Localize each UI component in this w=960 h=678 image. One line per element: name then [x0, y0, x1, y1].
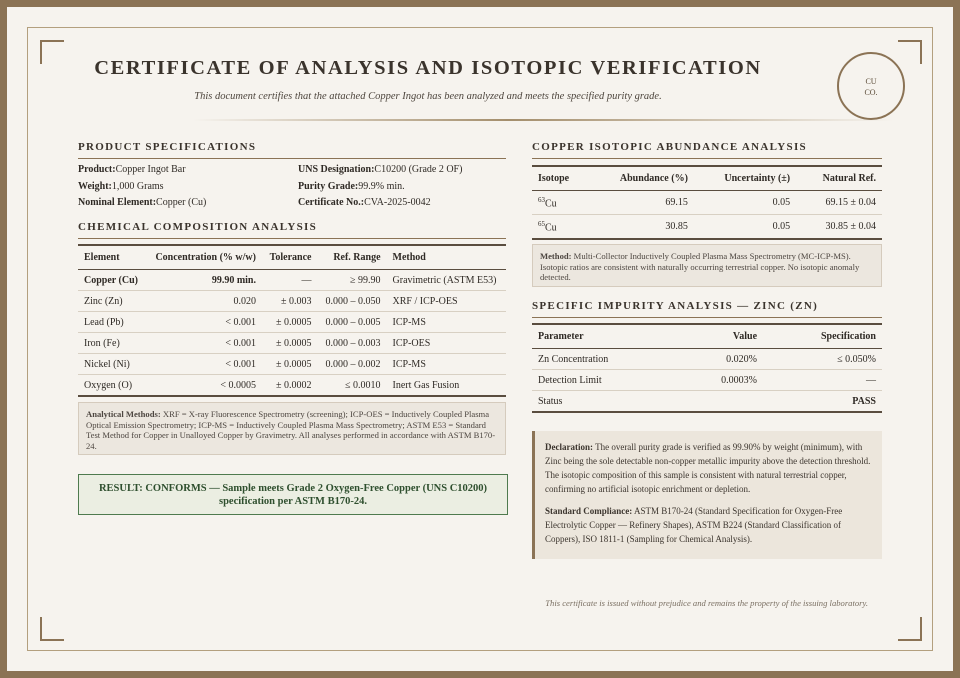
table-row	[78, 291, 506, 312]
column-header: Concentration (% w/w)	[146, 245, 262, 270]
note-label: Analytical Methods:	[86, 409, 161, 419]
spec-value: 1,000 Grams	[111, 180, 164, 192]
product-specs-heading: PRODUCT SPECIFICATIONS	[78, 141, 506, 159]
status-pass: PASS	[763, 391, 882, 413]
column-header: Specification	[763, 324, 882, 349]
spec-uns	[298, 164, 462, 175]
cell: ≤ 0.050%	[763, 349, 882, 370]
title-divider	[193, 119, 893, 121]
cell: XRF / ICP-OES	[387, 291, 506, 312]
isotopic-method-note	[532, 244, 882, 287]
column-header: Isotope	[532, 166, 589, 191]
cell: —	[262, 270, 318, 291]
corner-ornament-bottom-left	[40, 617, 64, 641]
isotopic-table	[532, 165, 882, 240]
cell: 0.000 – 0.002	[317, 354, 386, 375]
spec-label: UNS Designation:	[298, 164, 375, 175]
spec-cert-no	[298, 197, 431, 208]
isotope-mass: 65	[538, 219, 545, 228]
cell: —	[763, 370, 882, 391]
cell: ≤ 0.0010	[317, 375, 386, 397]
compliance-paragraph	[545, 504, 872, 546]
table-row	[532, 215, 882, 240]
footer-note: This certificate is issued without prejudice and remains the property of the issuing laboratory.	[545, 598, 868, 608]
table-row	[532, 191, 882, 215]
isotope-mass: 63	[538, 195, 545, 204]
cell: 0.000 – 0.005	[317, 312, 386, 333]
table-header-row	[532, 166, 882, 191]
cell: 0.000 – 0.003	[317, 333, 386, 354]
cell: Zinc (Zn)	[78, 291, 146, 312]
spec-product	[78, 164, 186, 175]
table-row	[78, 354, 506, 375]
column-header: Parameter	[532, 324, 678, 349]
company-seal	[837, 52, 905, 120]
cell: ICP-MS	[387, 354, 506, 375]
column-header: Ref. Range	[317, 245, 386, 270]
seal-line-1: CU	[865, 77, 877, 86]
column-header: Value	[678, 324, 763, 349]
spec-value: 99.9% min.	[358, 180, 405, 192]
cell: ICP-MS	[387, 312, 506, 333]
cell: 0.000 – 0.050	[317, 291, 386, 312]
cell: 69.15	[589, 191, 694, 215]
chemical-table	[78, 244, 506, 397]
result-line-1: RESULT: CONFORMS — Sample meets Grade 2 Oxygen-Free Copper (UNS C10200)	[98, 483, 488, 494]
column-header: Method	[387, 245, 506, 270]
compliance-text: ASTM B170-24 (Standard Specification for Oxygen-Free Electrolytic Copper — Refinery Shapes), ASTM B224 (Standard Classification of Coppers), ISO 1811-1 (Sampling for Chemical Analysis).	[545, 506, 843, 544]
spec-row	[78, 164, 508, 181]
declaration-paragraph	[545, 440, 872, 496]
table-header-row	[532, 324, 882, 349]
table-row	[78, 270, 506, 291]
spec-value: C10200 (Grade 2 OF)	[374, 164, 463, 175]
result-line-2: specification per ASTM B170-24.	[219, 496, 367, 507]
cell: ICP-OES	[387, 333, 506, 354]
cell: 0.0003%	[678, 370, 763, 391]
cell: Oxygen (O)	[78, 375, 146, 397]
spec-weight	[78, 181, 164, 192]
cell: 0.020%	[678, 349, 763, 370]
table-row	[532, 391, 882, 413]
cell: < 0.001	[146, 333, 262, 354]
cell: 69.15 ± 0.04	[796, 191, 882, 215]
analytical-methods-note	[78, 402, 506, 455]
spec-row	[78, 181, 508, 198]
cell: 0.020	[146, 291, 262, 312]
table-row	[532, 370, 882, 391]
compliance-label: Standard Compliance:	[545, 506, 633, 516]
cell: ± 0.0002	[262, 375, 318, 397]
table-row	[78, 312, 506, 333]
table-row	[532, 349, 882, 370]
cell: 30.85 ± 0.04	[796, 215, 882, 240]
spec-label: Product:	[78, 164, 116, 175]
cell: ± 0.0005	[262, 333, 318, 354]
table-header-row	[78, 245, 506, 270]
cell	[532, 191, 589, 215]
spec-purity	[298, 181, 405, 192]
cell: 99.90 min.	[146, 270, 262, 291]
cell: ± 0.0005	[262, 354, 318, 375]
cell: 30.85	[589, 215, 694, 240]
cell: < 0.0005	[146, 375, 262, 397]
zinc-table	[532, 323, 882, 413]
cell	[678, 391, 763, 413]
product-specs-grid	[78, 164, 508, 214]
isotope-symbol: Cu	[545, 222, 557, 234]
cell: ± 0.003	[262, 291, 318, 312]
spec-label: Certificate No.:	[298, 197, 365, 208]
declaration-label: Declaration:	[545, 442, 593, 452]
table-row	[78, 333, 506, 354]
certificate-title: CERTIFICATE OF ANALYSIS AND ISOTOPIC VERIFICATION	[94, 57, 762, 79]
note-text: XRF = X-ray Fluorescence Spectrometry (screening); ICP-OES = Inductively Coupled Plasma Optical Emission Spectrometry; ICP-MS = Inductively Coupled Plasma Mass Spectrometry; ASTM E53 = Standard Test Method for Copper in Unalloyed Copper by Gravimetry. All analyses performed in accordance with ASTM B170-24.	[86, 409, 496, 451]
result-banner	[78, 474, 508, 515]
cell	[532, 215, 589, 240]
spec-value: Copper (Cu)	[156, 197, 207, 208]
column-header: Uncertainty (±)	[694, 166, 796, 191]
zinc-heading: SPECIFIC IMPURITY ANALYSIS — ZINC (ZN)	[532, 300, 882, 318]
spec-row	[78, 197, 508, 214]
cell: Copper (Cu)	[78, 270, 146, 291]
cell: Zn Concentration	[532, 349, 678, 370]
cell: Detection Limit	[532, 370, 678, 391]
cell: 0.05	[694, 215, 796, 240]
column-header: Element	[78, 245, 146, 270]
cell: ≥ 99.90	[317, 270, 386, 291]
spec-element	[78, 197, 206, 208]
certificate-subtitle: This document certifies that the attached Copper Ingot has been analyzed and meets the specified purity grade.	[194, 91, 662, 102]
cell: 0.05	[694, 191, 796, 215]
declaration-text: The overall purity grade is verified as 99.90% by weight (minimum), with Zinc being the sole detectable non-copper metallic impurity above the detection threshold. The isotopic composition of this sample is consistent with natural terrestrial copper, confirming no artificial isotopic enrichment or depletion.	[545, 442, 871, 494]
chemical-heading: CHEMICAL COMPOSITION ANALYSIS	[78, 221, 506, 239]
cell: Nickel (Ni)	[78, 354, 146, 375]
spec-label: Weight:	[78, 180, 112, 192]
table-row	[78, 375, 506, 397]
spec-value: CVA-2025-0042	[364, 197, 431, 208]
isotope-symbol: Cu	[545, 198, 557, 210]
corner-ornament-top-right	[898, 40, 922, 64]
cell: Inert Gas Fusion	[387, 375, 506, 397]
spec-value: Copper Ingot Bar	[115, 164, 186, 175]
declaration-box	[532, 431, 882, 559]
isotopic-heading: COPPER ISOTOPIC ABUNDANCE ANALYSIS	[532, 141, 882, 159]
cell: < 0.001	[146, 312, 262, 333]
note-label: Method:	[540, 251, 572, 261]
column-header: Tolerance	[262, 245, 318, 270]
spec-label: Nominal Element:	[78, 197, 157, 208]
cell: Lead (Pb)	[78, 312, 146, 333]
column-header: Abundance (%)	[589, 166, 694, 191]
seal-line-2: CO.	[864, 88, 878, 97]
spec-label: Purity Grade:	[298, 180, 359, 192]
column-header: Natural Ref.	[796, 166, 882, 191]
cell: Iron (Fe)	[78, 333, 146, 354]
cell: ± 0.0005	[262, 312, 318, 333]
note-text: Multi-Collector Inductively Coupled Plasma Mass Spectrometry (MC-ICP-MS). Isotopic ratios are consistent with naturally occurring terrestrial copper. No isotopic anomaly detected.	[540, 251, 860, 282]
cell: Status	[532, 391, 678, 413]
cell: Gravimetric (ASTM E53)	[387, 270, 506, 291]
corner-ornament-bottom-right	[898, 617, 922, 641]
cell: < 0.001	[146, 354, 262, 375]
